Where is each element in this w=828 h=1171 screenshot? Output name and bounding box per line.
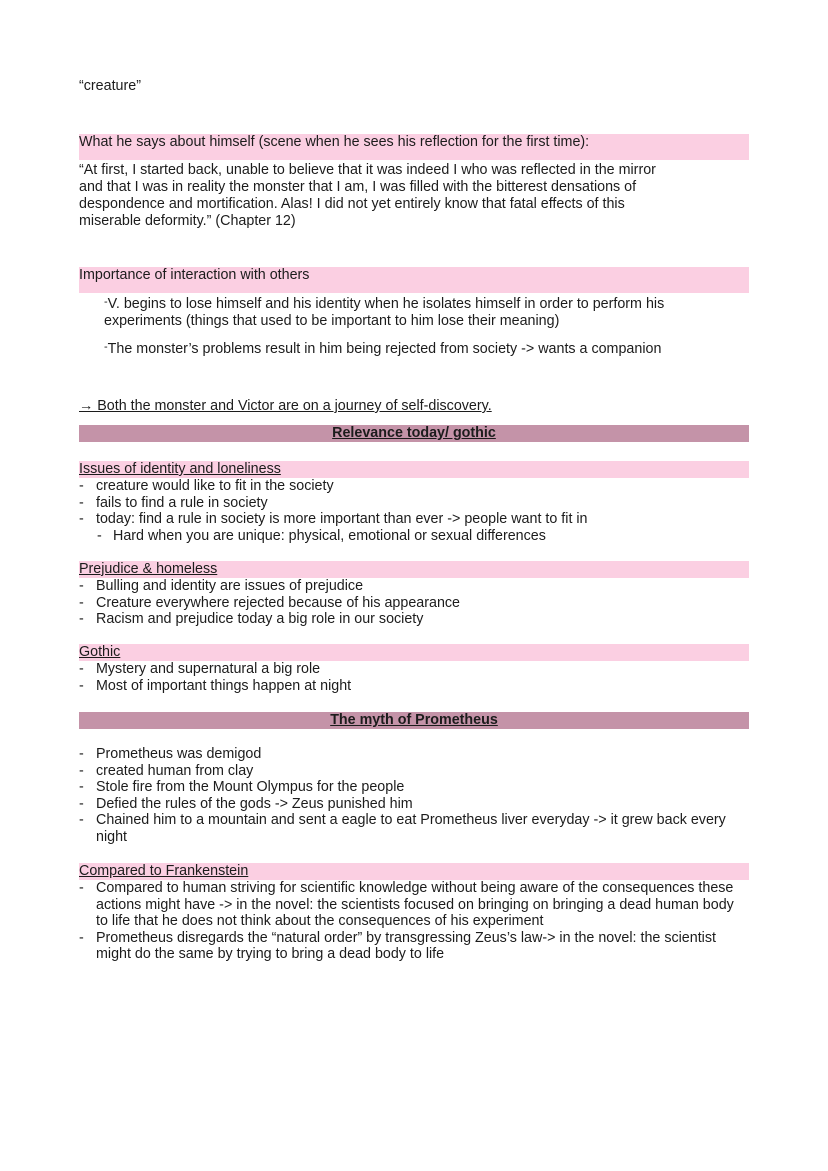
quote-line: “At first, I started back, unable to believe that it was indeed I who was reflected in the mirror	[79, 162, 656, 178]
list-item: - Bulling and identity are issues of prejudice	[79, 578, 749, 595]
list-item: - creature would like to fit in the society	[79, 478, 749, 495]
conclusion-line: → Both the monster and Victor are on a journey of self-discovery.	[79, 398, 492, 414]
list-item: - Chained him to a mountain and sent a eagle to eat Prometheus liver everyday -> it grew back every night	[79, 812, 749, 845]
list-item: - Prometheus disregards the “natural order” by transgressing Zeus’s law-> in the novel: the scientist might do the same by trying to bring a dead body to life	[79, 930, 749, 963]
gothic-list	[79, 661, 749, 694]
interaction-point: -The monster’s problems result in him being rejected from society -> wants a companion	[104, 341, 662, 357]
quote-line: miserable deformity.” (Chapter 12)	[79, 213, 296, 229]
compared-list	[79, 880, 749, 963]
interaction-point: -V. begins to lose himself and his identity when he isolates himself in order to perform his experiments (things that used to be important to him lose their meaning)	[104, 296, 665, 329]
list-item: - created human from clay	[79, 763, 749, 780]
himself-heading: What he says about himself (scene when he sees his reflection for the first time):	[79, 134, 749, 160]
quote-line: and that I was in reality the monster that I am, I was filled with the bitterest densations of	[79, 179, 637, 195]
interaction-heading: Importance of interaction with others	[79, 267, 749, 293]
prejudice-heading: Prejudice & homeless	[79, 561, 749, 578]
list-item: - today: find a rule in society is more important than ever -> people want to fit in	[79, 511, 749, 528]
relevance-banner: Relevance today/ gothic	[79, 425, 749, 442]
compared-heading: Compared to Frankenstein	[79, 863, 749, 880]
list-item: - Creature everywhere rejected because of his appearance	[79, 595, 749, 612]
myth-list	[79, 746, 749, 846]
quote-line: despondence and mortification. Alas! I did not yet entirely know that fatal effects of this	[79, 196, 625, 212]
creature-label: “creature”	[79, 78, 141, 94]
list-item: - Defied the rules of the gods -> Zeus punished him	[79, 796, 749, 813]
list-item: - Compared to human striving for scientific knowledge without being aware of the consequences these actions might have -> in the novel: the scientists focused on bringing on bringing a dead human body to life that he does not think about the consequences of his experiment	[79, 880, 749, 930]
list-item: - Racism and prejudice today a big role in our society	[79, 611, 749, 628]
list-item: - Mystery and supernatural a big role	[79, 661, 749, 678]
prejudice-list	[79, 578, 749, 628]
list-item: - Most of important things happen at night	[79, 678, 749, 695]
gothic-heading: Gothic	[79, 644, 749, 661]
identity-heading: Issues of identity and loneliness	[79, 461, 749, 478]
identity-list	[79, 478, 749, 544]
reflection-quote	[79, 162, 759, 230]
list-item: - Prometheus was demigod	[79, 746, 749, 763]
list-sub-item: - Hard when you are unique: physical, emotional or sexual differences	[79, 528, 749, 545]
myth-banner: The myth of Prometheus	[79, 712, 749, 729]
list-item: - fails to find a rule in society	[79, 495, 749, 512]
list-item: - Stole fire from the Mount Olympus for the people	[79, 779, 749, 796]
